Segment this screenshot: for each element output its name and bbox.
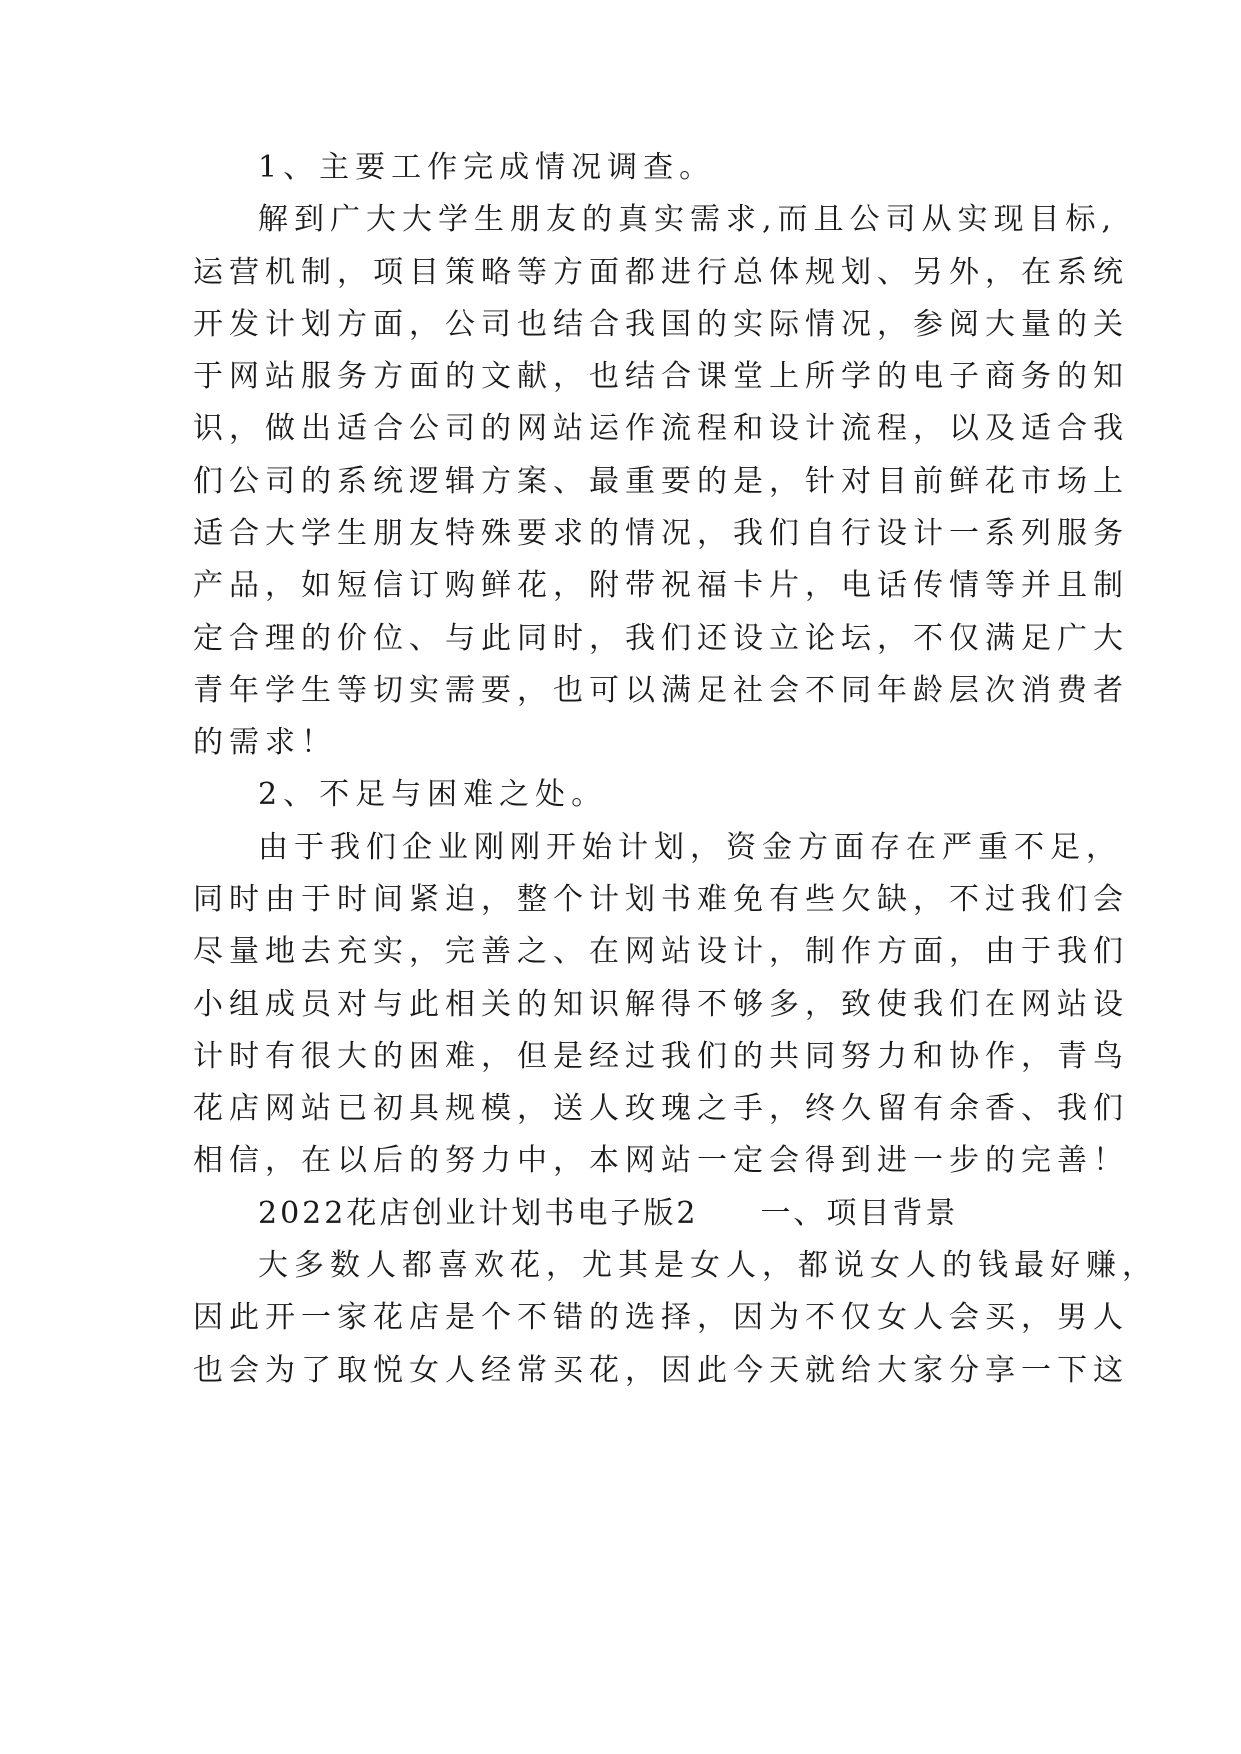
paragraph-line: 大多数人都喜欢花，尤其是女人，都说女人的钱最好赚， xyxy=(258,1248,1158,1283)
paragraph-line: 同时由于时间紧迫，整个计划书难免有些欠缺，不过我们会 xyxy=(193,882,1129,917)
paragraph-line: 青年学生等切实需要，也可以满足社会不同年龄层次消费者 xyxy=(193,673,1129,708)
document-title-heading xyxy=(258,1194,958,1234)
paragraph-line: 由于我们企业刚刚开始计划，资金方面存在严重不足， xyxy=(258,830,1122,865)
paragraph-line: 小组成员对与此相关的知识解得不够多，致使我们在网站设 xyxy=(193,987,1129,1022)
paragraph-line: 于网站服务方面的文献，也结合课堂上所学的电子商务的知 xyxy=(193,359,1129,394)
paragraph-line: 的需求！ xyxy=(193,725,337,760)
paragraph-line: 相信，在以后的努力中，本网站一定会得到进一步的完善！ xyxy=(193,1143,1129,1178)
paragraph-line: 也会为了取悦女人经常买花，因此今天就给大家分享一下这 xyxy=(193,1353,1129,1388)
paragraph-line: 运营机制，项目策略等方面都进行总体规划、另外，在系统 xyxy=(193,255,1129,290)
paragraph-line: 花店网站已初具规模，送人玫瑰之手，终久留有余香、我们 xyxy=(193,1091,1129,1126)
paragraph-line: 因此开一家花店是个不错的选择，因为不仅女人会买，男人 xyxy=(193,1300,1129,1335)
paragraph-line: 识，做出适合公司的网站运作流程和设计流程，以及适合我 xyxy=(193,411,1129,446)
paragraph-line: 解到广大大学生朋友的真实需求,而且公司从实现目标, xyxy=(258,202,1118,237)
section-heading-1: 1、主要工作完成情况调查。 xyxy=(258,150,716,185)
paragraph-line: 定合理的价位、与此同时，我们还设立论坛，不仅满足广大 xyxy=(193,621,1129,656)
section-title: 一、项目背景 xyxy=(760,1196,959,1231)
paragraph-line: 尽量地去充实，完善之、在网站设计，制作方面，由于我们 xyxy=(193,934,1129,969)
paragraph-line: 产品，如短信订购鲜花，附带祝福卡片，电话传情等并且制 xyxy=(193,568,1129,603)
document-title: 2022花店创业计划书电子版2 xyxy=(258,1196,699,1231)
paragraph-line: 们公司的系统逻辑方案、最重要的是，针对目前鲜花市场上 xyxy=(193,464,1129,499)
paragraph-line: 计时有很大的困难，但是经过我们的共同努力和协作，青鸟 xyxy=(193,1039,1129,1074)
paragraph-line: 适合大学生朋友特殊要求的情况，我们自行设计一系列服务 xyxy=(193,516,1129,551)
paragraph-line: 开发计划方面，公司也结合我国的实际情况，参阅大量的关 xyxy=(193,307,1129,342)
section-heading-2: 2、不足与困难之处。 xyxy=(258,777,608,812)
